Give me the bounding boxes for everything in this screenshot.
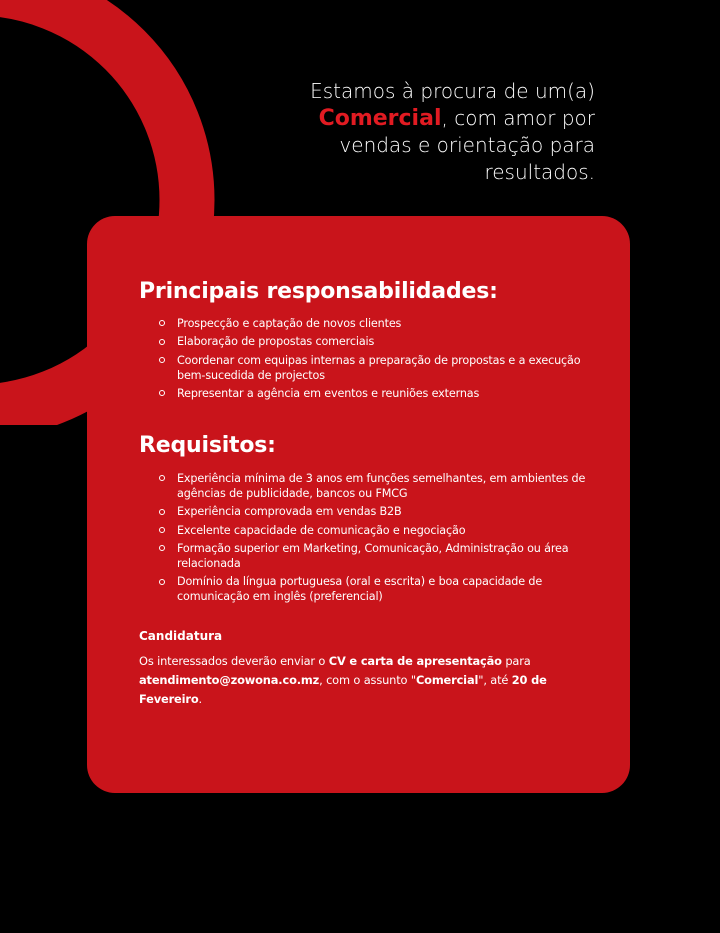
application-text: para: [501, 654, 531, 668]
bullet-icon: [159, 579, 165, 585]
responsibilities-heading: Principais responsabilidades:: [139, 279, 498, 304]
list-item-text: Excelente capacidade de comunicação e negociação: [177, 523, 466, 537]
contact-email-link[interactable]: atendimento@zowona.co.mz: [139, 673, 320, 688]
requirements-heading: Requisitos:: [139, 433, 276, 458]
job-details-card: [87, 216, 630, 793]
requirements-list: [159, 472, 599, 608]
list-item-text: Representar a agência em eventos e reuniões externas: [177, 386, 480, 400]
job-headline: [175, 78, 595, 186]
application-text: , com o assunto ": [319, 673, 416, 688]
list-item: [159, 354, 599, 384]
list-item-text: Elaboração de propostas comerciais: [177, 335, 375, 349]
bullet-icon: [159, 390, 165, 396]
bullet-icon: [159, 545, 165, 551]
list-item: [159, 472, 599, 502]
list-item: [159, 575, 599, 605]
application-text: Os interessados deverão enviar o: [139, 654, 329, 668]
bullet-icon: [159, 320, 165, 326]
list-item-text: Experiência mínima de 3 anos em funções semelhantes, em ambientes de agências de publicidade, bancos ou FMCG: [177, 472, 586, 500]
bullet-icon: [159, 339, 165, 345]
list-item-text: Coordenar com equipas internas a preparação de propostas e a execução bem-sucedida de projectos: [177, 353, 581, 382]
list-item-text: Domínio da língua portuguesa (oral e escrita) e boa capacidade de comunicação em inglês (preferencial): [177, 575, 543, 603]
bullet-icon: [159, 475, 165, 481]
bullet-icon: [159, 357, 165, 363]
headline-role: Comercial: [318, 106, 442, 131]
email-subject: Comercial: [415, 673, 479, 688]
list-item-text: Prospecção e captação de novos clientes: [177, 317, 402, 330]
responsibilities-list: [159, 317, 599, 405]
list-item: [159, 524, 599, 539]
list-item: [159, 505, 599, 520]
required-documents: CV e carta de apresentação: [328, 654, 502, 668]
list-item-text: Experiência comprovada em vendas B2B: [177, 505, 402, 519]
headline-line-1: Estamos à procura de um(a): [310, 79, 595, 103]
application-text: .: [198, 692, 203, 707]
application-deadline: 20 de Fevereiro: [139, 673, 547, 707]
headline-line-3: vendas e orientação para: [339, 133, 595, 157]
list-item-text: Formação superior em Marketing, Comunicação, Administração ou área relacionada: [177, 541, 569, 570]
application-text: ", até: [478, 673, 512, 688]
headline-line-4: resultados.: [484, 160, 595, 184]
list-item: [159, 387, 599, 402]
bullet-icon: [159, 527, 165, 533]
bullet-icon: [159, 509, 165, 515]
list-item: [159, 317, 599, 332]
list-item: [159, 335, 599, 350]
application-instructions: [139, 652, 579, 710]
list-item: [159, 542, 599, 572]
headline-line-2: , com amor por: [441, 106, 595, 130]
application-heading: Candidatura: [139, 629, 223, 643]
